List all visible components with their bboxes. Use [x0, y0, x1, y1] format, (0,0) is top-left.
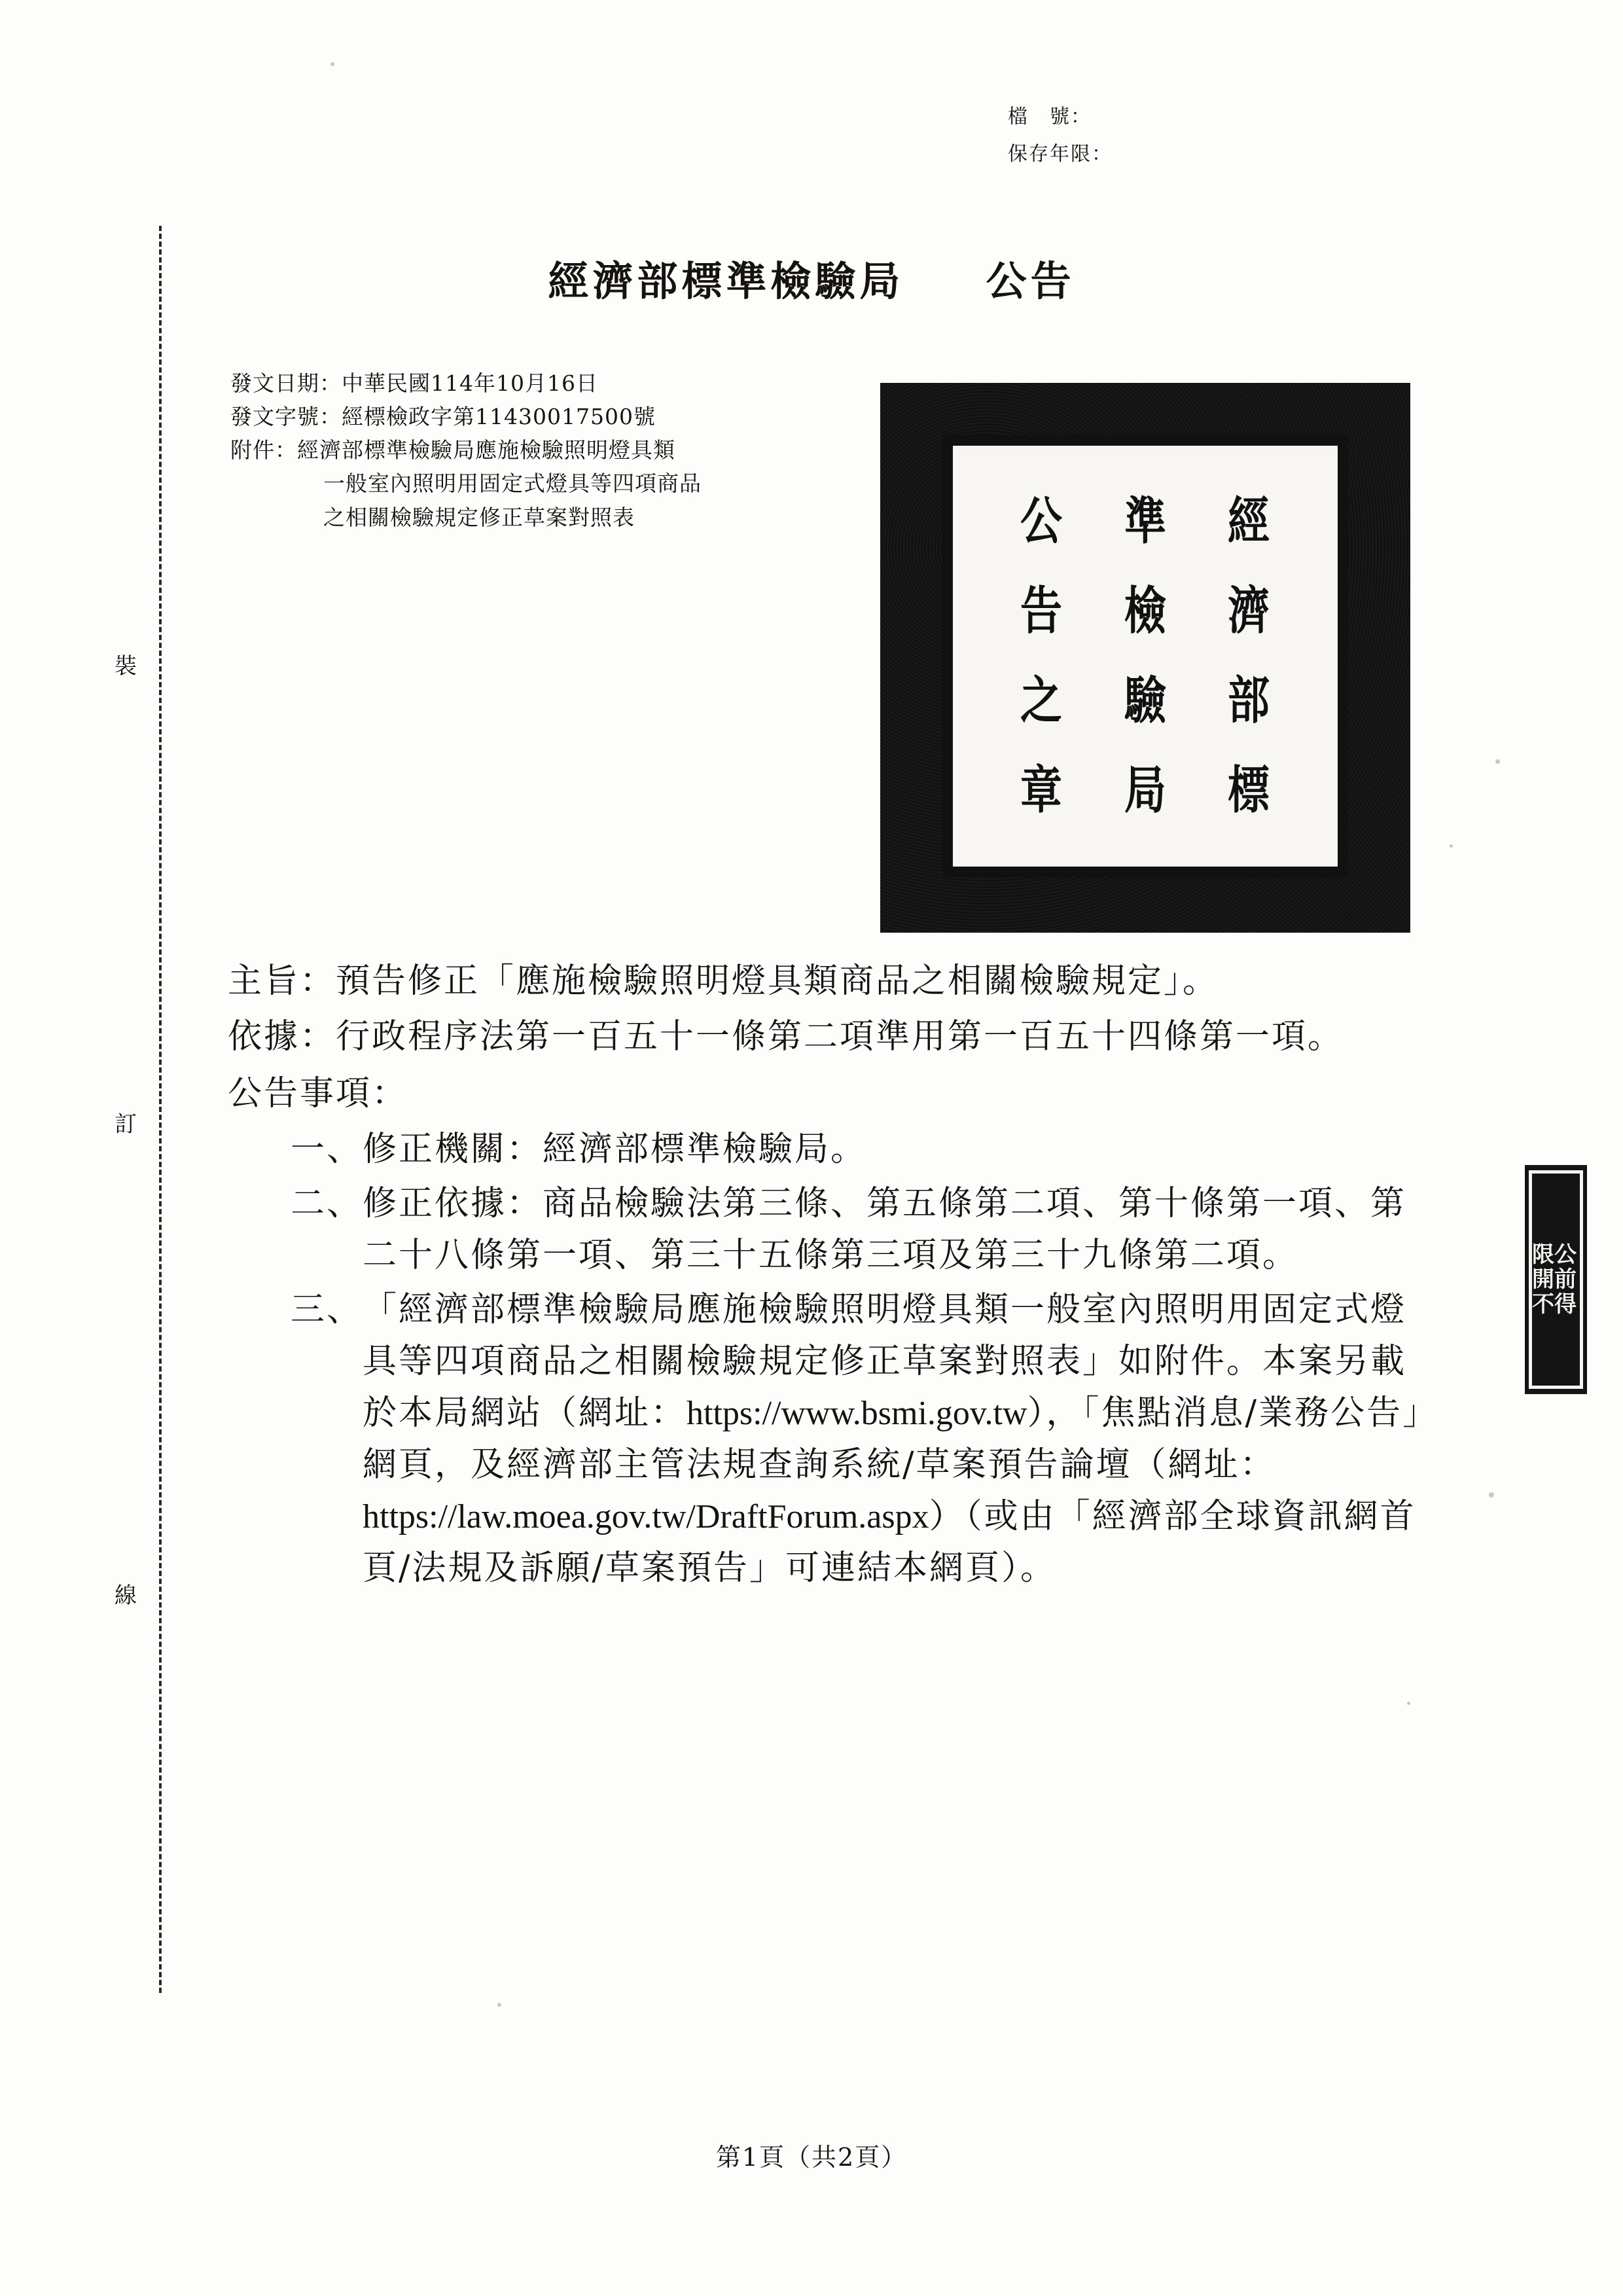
seal-column-1: 經 濟 部 標 [1228, 492, 1270, 820]
scan-speck [1407, 1702, 1410, 1705]
subject-paragraph [228, 956, 1425, 1007]
seal-column-3: 公 告 之 章 [1020, 492, 1063, 820]
document-meta [230, 367, 885, 534]
scan-speck [497, 2003, 501, 2007]
archive-file-number: 檔 號： [1008, 106, 1092, 128]
meta-attachment [230, 433, 885, 533]
announcement-item-1 [291, 1124, 1425, 1175]
item-3-text-part3: ）（或由「經濟部全球資訊網首頁/法規及訴願/草案預告」可連結本網頁）。 [363, 1497, 1416, 1588]
official-seal [880, 383, 1410, 933]
item-2-text: 修正依據：商品檢驗法第三條、第五條第二項、第十條第一項、第二十八條第一項、第三十五條第三項及第三十九條第二項。 [363, 1184, 1407, 1276]
item-1-text: 修正機關：經濟部標準檢驗局。 [363, 1130, 867, 1170]
binding-mark-2: 訂 [115, 1111, 138, 1138]
meta-attachment-lines [297, 433, 821, 533]
binding-dashed-line [159, 226, 162, 1993]
seal-inner [942, 435, 1348, 877]
meta-attachment-line-2: 一般室內照明用固定式燈具等四項商品 [323, 471, 702, 497]
seal-column-2: 準 檢 驗 局 [1124, 492, 1166, 820]
item-3-text-part1: 「經濟部標準檢驗局應施檢驗照明燈具類一般室內照明用固定式燈具等四項商品之相關檢驗規定修正草案對照表」如附件。本案另載於本局網站（網址： [363, 1290, 1407, 1433]
archive-header [1008, 98, 1309, 173]
side-stamp [1525, 1165, 1587, 1394]
subject-label: 主旨： [228, 961, 336, 1001]
scan-speck [1450, 844, 1453, 848]
meta-doc-number: 發文字號：經標檢政字第11430017500號 [230, 404, 656, 430]
meta-attachment-label: 附件： [230, 437, 297, 463]
binding-mark-1: 裝 [115, 653, 138, 679]
side-stamp-text: 限公開前不得 [1529, 1170, 1583, 1389]
basis-text: 行政程序法第一百五十一條第二項準用第一百五十四條第一項。 [336, 1017, 1344, 1057]
meta-attachment-line-1: 經濟部標準檢驗局應施檢驗照明燈具類 [297, 437, 675, 463]
title-doc-type: 公告 [986, 257, 1075, 305]
scan-speck [1489, 1492, 1494, 1498]
scan-speck [330, 62, 334, 66]
meta-attachment-line-3: 之相關檢驗規定修正草案對照表 [323, 504, 635, 530]
meta-issue-date: 發文日期：中華民國114年10月16日 [230, 370, 598, 396]
basis-label: 依據： [228, 1017, 336, 1057]
subject-text: 預告修正「應施檢驗照明燈具類商品之相關檢驗規定」。 [336, 961, 1219, 1001]
announcement-item-3 [291, 1284, 1425, 1594]
item-3-text [363, 1284, 1425, 1594]
basis-paragraph [228, 1011, 1425, 1063]
draft-forum-url[interactable]: https://law.moea.gov.tw/DraftForum.aspx [363, 1498, 929, 1536]
item-3-text-part2: ），「焦點消息/業務公告」網頁，及經濟部主管法規查詢系統/草案預告論壇（網址： [363, 1393, 1422, 1485]
scan-speck [1495, 759, 1500, 764]
announcement-heading: 公告事項： [228, 1074, 408, 1114]
bsmi-website-url[interactable]: https://www.bsmi.gov.tw [687, 1395, 1027, 1433]
item-2-number: 二、 [291, 1184, 363, 1224]
item-3-number: 三、 [291, 1290, 363, 1330]
announcement-item-2 [291, 1178, 1425, 1282]
page-title [0, 249, 1623, 307]
item-1-number: 一、 [291, 1130, 363, 1170]
binding-mark-3: 線 [115, 1583, 138, 1609]
document-body [228, 956, 1425, 1597]
page-footer: 第1頁（共2頁） [715, 2143, 908, 2172]
title-agency: 經濟部標準檢驗局 [548, 257, 904, 305]
archive-retention: 保存年限： [1008, 143, 1113, 165]
